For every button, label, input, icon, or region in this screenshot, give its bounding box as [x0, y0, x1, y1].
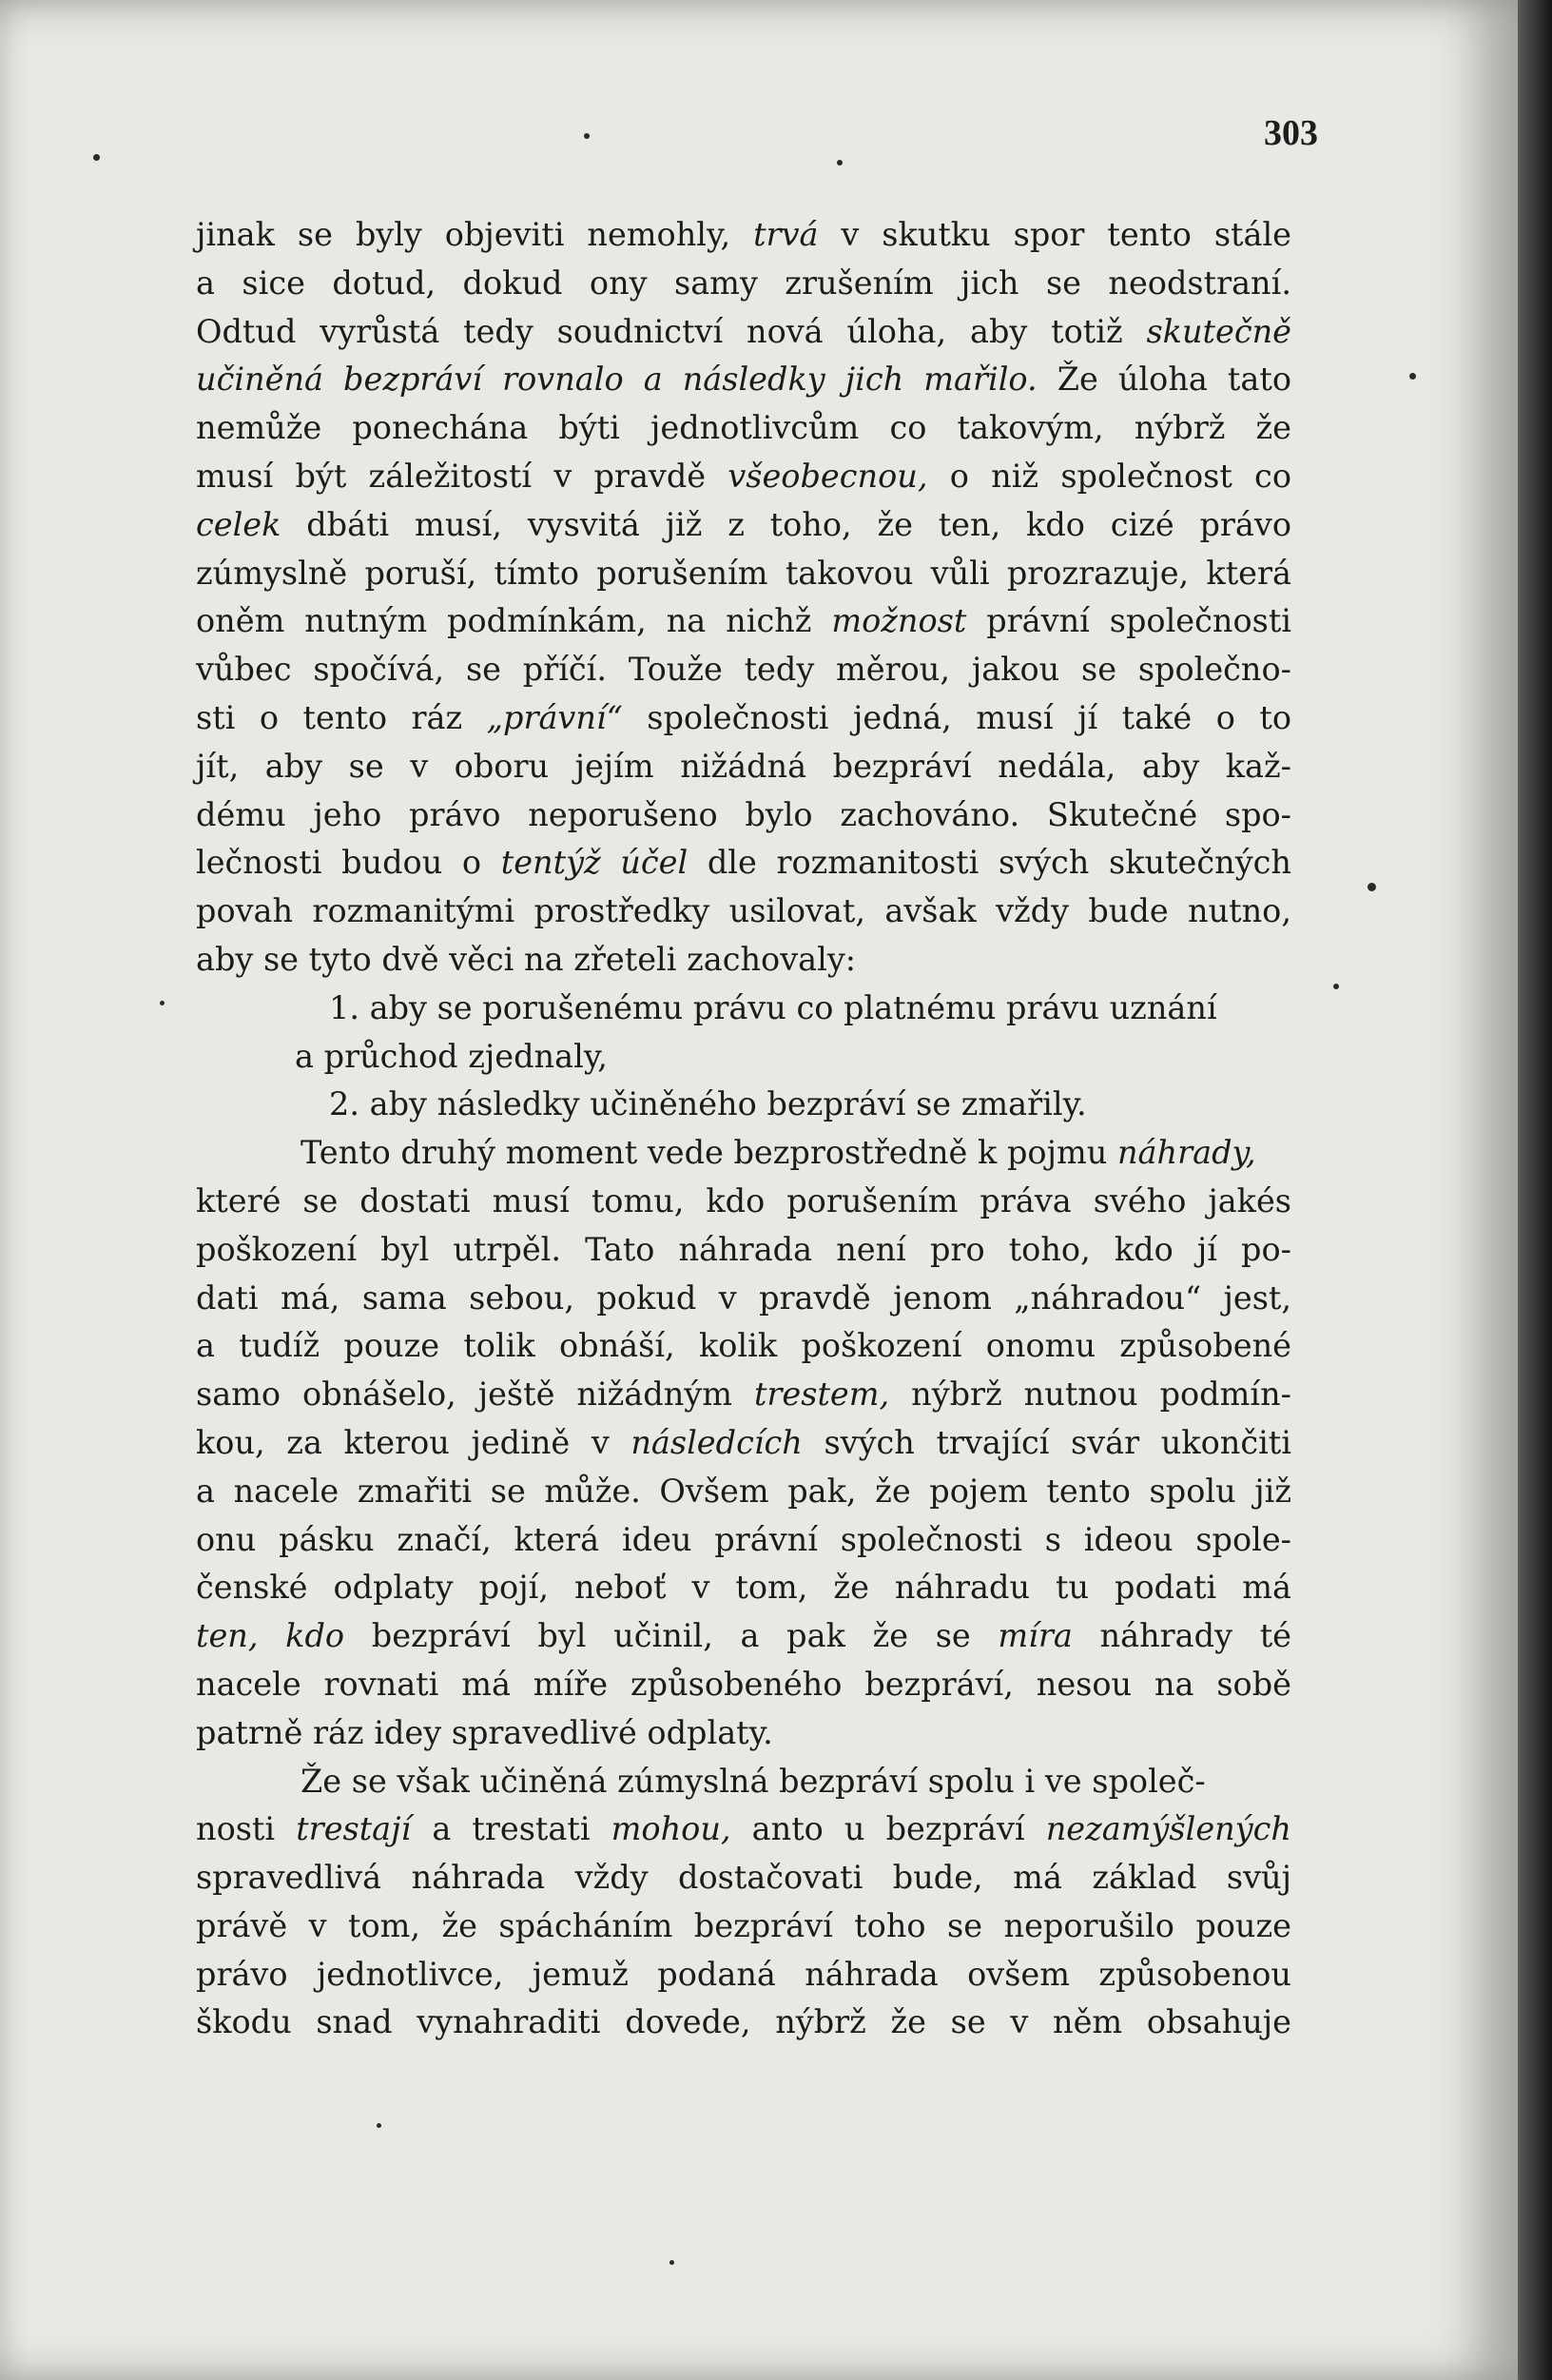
- numbered-item-2: 2. aby následky učiněného bezpráví se zmařily.: [329, 1085, 1087, 1123]
- text-line: ten, kdo bezpráví byl učinil, a pak že se míra náhrady té: [196, 1617, 1291, 1655]
- binding-edge: [1518, 0, 1552, 2380]
- text-line: sti o tento ráz „právní“ společnosti jedná, musí jí také o to: [196, 698, 1291, 736]
- text-line: aby se tyto dvě věci na zřeteli zachovaly:: [196, 940, 857, 978]
- text-line: povah rozmanitými prostředky usilovat, avšak vždy bude nutno,: [196, 892, 1291, 930]
- text-line: které se dostati musí tomu, kdo porušením práva svého jakés: [196, 1181, 1291, 1219]
- text-line: čenské odplaty pojí, neboť v tom, že náhradu tu podati má: [196, 1569, 1291, 1607]
- paper-speck: [1333, 984, 1339, 989]
- paragraph-start: Tento druhý moment vede bezprostředně k pojmu náhrady,: [301, 1134, 1256, 1172]
- text-line: spravedlivá náhrada vždy dostačovati bude, má základ svůj: [196, 1859, 1291, 1897]
- page-number: 303: [1264, 113, 1318, 153]
- text-line: musí být záležitostí v pravdě všeobecnou, o niž společnost co: [196, 457, 1291, 495]
- paragraph-start: Že se však učiněná zúmyslná bezpráví spolu i ve společ-: [301, 1762, 1206, 1800]
- paper-speck: [93, 154, 100, 161]
- text-line: učiněná bezpráví rovnalo a následky jich mařilo. Že úloha tato: [196, 361, 1291, 399]
- text-line: nacele rovnati má míře způsobeného bezpráví, nesou na sobě: [196, 1665, 1291, 1703]
- paper-speck: [837, 160, 843, 166]
- text-line: dati má, sama sebou, pokud v pravdě jenom „náhradou“ jest,: [196, 1278, 1291, 1317]
- text-line: dému jeho právo neporušeno bylo zachováno. Skutečné spo-: [196, 795, 1291, 833]
- text-line: lečnosti budou o tentýž účel dle rozmanitosti svých skutečných: [196, 844, 1291, 882]
- text-line: oněm nutným podmínkám, na nichž možnost právní společnosti: [196, 602, 1291, 640]
- paper-speck: [377, 2123, 381, 2128]
- paper-speck: [1409, 373, 1416, 380]
- text-line: vůbec spočívá, se příčí. Touže tedy měrou, jakou se společno-: [196, 651, 1291, 689]
- text-line: Odtud vyrůstá tedy soudnictví nová úloha, aby totiž skutečně: [196, 312, 1291, 350]
- text-line: celek dbáti musí, vysvitá již z toho, že ten, kdo cizé právo: [196, 505, 1291, 543]
- text-line: poškození byl utrpěl. Tato náhrada není pro toho, kdo jí po-: [196, 1230, 1291, 1268]
- text-line: škodu snad vynahraditi dovede, nýbrž že se v něm obsahuje: [196, 2003, 1291, 2041]
- text-line: a tudíž pouze tolik obnáší, kolik poškození onomu způsobené: [196, 1327, 1291, 1365]
- text-line: zúmyslně poruší, tímto porušením takovou vůli prozrazuje, která: [196, 554, 1291, 592]
- paper-speck: [584, 133, 590, 139]
- text-line: právě v tom, že spácháním bezpráví toho se neporušilo pouze: [196, 1906, 1291, 1944]
- paper-speck: [1368, 883, 1376, 891]
- text-line: právo jednotlivce, jemuž podaná náhrada ovšem způsobenou: [196, 1955, 1291, 1993]
- text-line: jít, aby se v oboru jejím nižádná bezpráví nedála, aby kaž-: [196, 747, 1291, 785]
- text-line: kou, za kterou jedině v následcích svých trvající svár ukončiti: [196, 1423, 1291, 1461]
- text-line: nemůže ponechána býti jednotlivcům co takovým, nýbrž že: [196, 409, 1291, 447]
- text-line: a nacele zmařiti se může. Ovšem pak, že pojem tento spolu již: [196, 1472, 1291, 1510]
- text-line: jinak se byly objeviti nemohly, trvá v skutku spor tento stále: [196, 216, 1291, 253]
- text-line: onu pásku značí, která ideu právní společnosti s ideou spole-: [196, 1520, 1291, 1558]
- numbered-item-1-continued: a průchod zjednaly,: [295, 1037, 608, 1075]
- text-line: patrně ráz idey spravedlivé odplaty.: [196, 1713, 773, 1751]
- paper-speck: [160, 1001, 165, 1005]
- text-line: samo obnášelo, ještě nižádným trestem, nýbrž nutnou podmín-: [196, 1375, 1292, 1414]
- text-line: a sice dotud, dokud ony samy zrušením jich se neodstraní.: [196, 263, 1291, 302]
- body-text: [196, 211, 1291, 2047]
- numbered-item-1: 1. aby se porušenému právu co platnému právu uznání: [329, 988, 1217, 1026]
- paper-speck: [669, 2260, 674, 2265]
- text-line: nosti trestají a trestati mohou, anto u bezpráví nezamýšlených: [196, 1810, 1291, 1848]
